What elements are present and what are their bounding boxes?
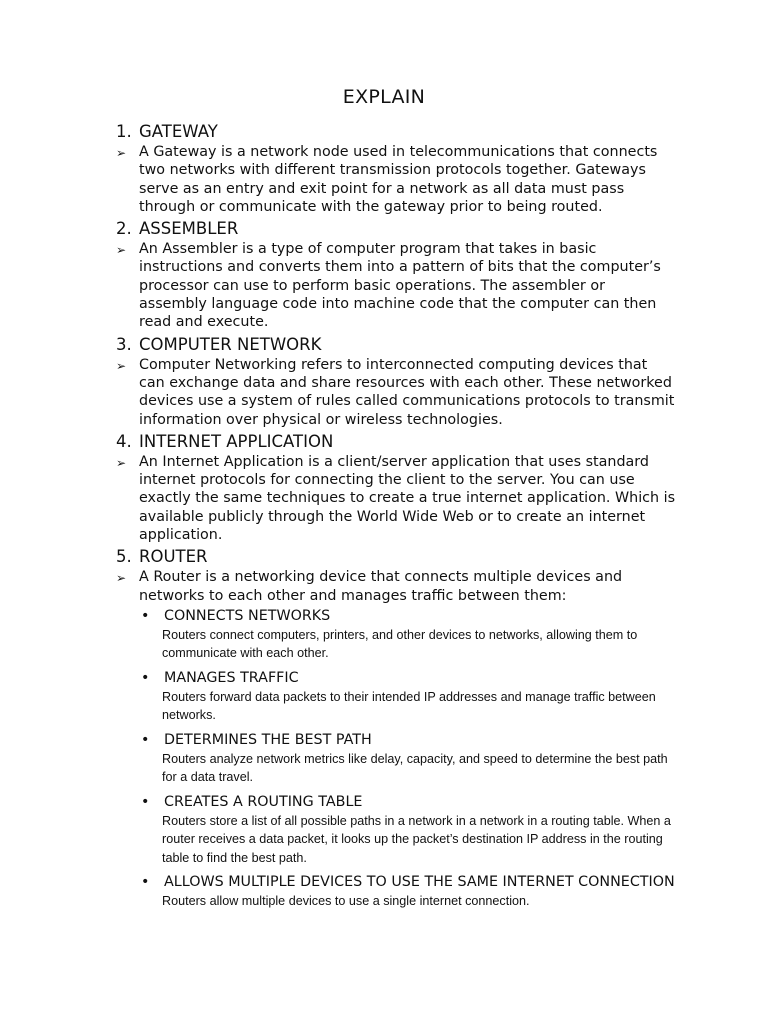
section-heading: [116, 218, 676, 240]
section-paragraph: [116, 568, 676, 605]
section-paragraph: [116, 143, 676, 216]
section-gateway: [116, 121, 676, 216]
list-item-title: CONNECTS NETWORKS: [164, 607, 331, 624]
section-title: INTERNET APPLICATION: [139, 431, 334, 451]
section-router: [116, 546, 676, 911]
paragraph-text: Computer Networking refers to interconnected computing devices that can exchange data and share resources with each other. These networked devices use a system of rules called communications protocols to transmit information over physical or wireless technologies.: [139, 356, 675, 428]
section-heading: [116, 121, 676, 143]
list-item: [139, 873, 676, 911]
list-item-title: CREATES A ROUTING TABLE: [164, 793, 363, 810]
section-number: 2.: [116, 219, 132, 239]
list-item-description: Routers forward data packets to their intended IP addresses and manage traffic between networks.: [162, 689, 656, 723]
paragraph-text: A Gateway is a network node used in telecommunications that connects two networks with different transmission protocols together. Gateways serve as an entry and exit point for a network as all data must pass through or communicate with the gateway prior to being routed.: [139, 144, 658, 215]
section-computer-network: [116, 334, 676, 429]
list-item: [139, 793, 676, 868]
section-paragraph: [116, 453, 676, 544]
dot-bullet-icon: •: [141, 731, 150, 748]
section-heading: [116, 431, 676, 453]
list-item-heading: [139, 607, 676, 626]
section-title: ASSEMBLER: [139, 219, 239, 239]
page-title: EXPLAIN: [342, 86, 426, 108]
section-heading: [116, 334, 676, 356]
section-number: 1.: [116, 122, 132, 141]
dot-bullet-icon: •: [141, 793, 150, 810]
list-item: [139, 669, 676, 725]
section-number: 3.: [116, 334, 132, 354]
section-heading: [116, 546, 676, 568]
arrow-bullet-icon: ➢: [116, 243, 127, 258]
list-item-heading: [139, 669, 676, 688]
section-number: 5.: [116, 547, 132, 567]
arrow-bullet-icon: ➢: [116, 358, 127, 373]
arrow-bullet-icon: ➢: [116, 146, 127, 160]
dot-bullet-icon: •: [141, 874, 150, 891]
section-title: ROUTER: [139, 547, 208, 567]
paragraph-text: An Internet Application is a client/server application that uses standard internet protocols for connecting the client to the server. You can use exactly the same techniques to create a true internet application. Which is available publicly through the World Wide Web or to create an internet application.: [139, 453, 676, 544]
list-item-title: MANAGES TRAFFIC: [164, 669, 299, 686]
section-paragraph: [116, 240, 676, 331]
dot-bullet-icon: •: [141, 669, 150, 686]
arrow-bullet-icon: ➢: [116, 571, 127, 586]
dot-bullet-icon: •: [141, 607, 150, 624]
document-body: [116, 121, 676, 917]
list-item-title: ALLOWS MULTIPLE DEVICES TO USE THE SAME INTERNET CONNECTION: [164, 874, 675, 891]
list-item-heading: [139, 793, 676, 812]
list-item-title: DETERMINES THE BEST PATH: [164, 731, 372, 748]
section-internet-application: [116, 431, 676, 544]
list-item: [139, 607, 676, 663]
list-item-description: Routers store a list of all possible paths in a network in a network in a routing table. When a router receives a data packet, it looks up the packet’s destination IP address in the routing table to find the best path.: [162, 813, 671, 865]
list-item-heading: [139, 731, 676, 750]
list-item-description: Routers connect computers, printers, and other devices to networks, allowing them to communicate with each other.: [162, 627, 638, 661]
section-title: GATEWAY: [139, 122, 218, 141]
arrow-bullet-icon: ➢: [116, 455, 127, 470]
section-assembler: [116, 218, 676, 331]
list-item-heading: [139, 873, 676, 892]
list-item-description: Routers analyze network metrics like delay, capacity, and speed to determine the best path for a data travel.: [162, 751, 668, 785]
section-number: 4.: [116, 431, 132, 451]
section-title: COMPUTER NETWORK: [139, 334, 322, 354]
section-paragraph: [116, 356, 676, 429]
list-item-description: Routers allow multiple devices to use a single internet connection.: [162, 894, 530, 909]
router-function-list: [139, 607, 676, 911]
paragraph-text: An Assembler is a type of computer program that takes in basic instructions and converts them into a pattern of bits that the computer’s processor can use to perform basic operations. The assembler or assembly language code into machine code that the computer can then read and execute.: [139, 241, 661, 331]
list-item: [139, 731, 676, 787]
paragraph-text: A Router is a networking device that connects multiple devices and networks to each other and manages traffic between them:: [139, 569, 623, 604]
